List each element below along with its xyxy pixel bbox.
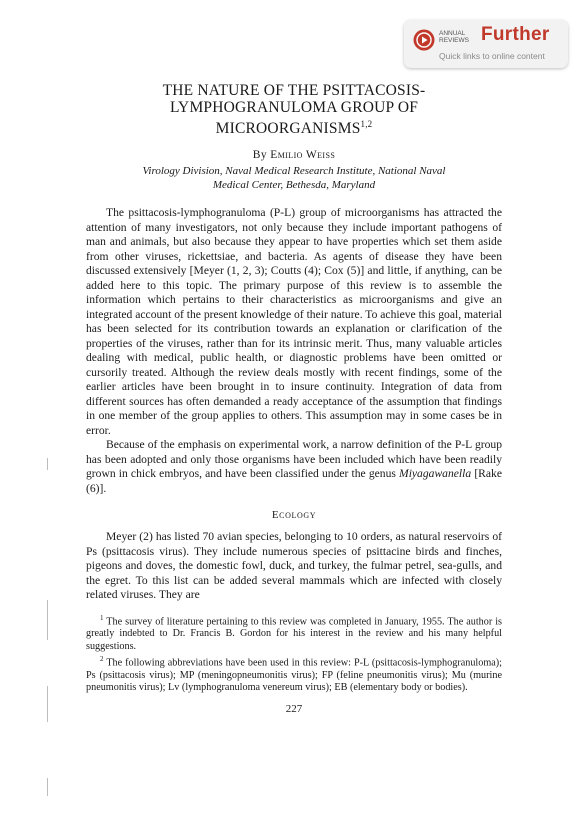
badge-title: Further: [481, 24, 550, 45]
title-footnote-marks: 1,2: [360, 119, 373, 129]
author-prefix: By: [252, 149, 268, 162]
author-name: Emilio Weiss: [270, 149, 336, 162]
badge-org-name: ANNUAL REVIEWS: [439, 30, 469, 44]
annual-reviews-logo-icon: [413, 29, 435, 51]
article-body: [86, 206, 502, 603]
paragraph-definition: [86, 438, 502, 496]
paragraph-intro: The psittacosis-lymphogranuloma (P-L) group of microorganisms has attracted the attention of many investigators, not only because they include important pathogens of man and animals, but also because they appear to have properties which set them aside from other viruses, rickettsiae, and bacteria. As agents of disease they have been discussed extensively [Meyer (1, 2, 3); Coutts (4); Cox (5)] and little, if anything, can be added here to this topic. The primary purpose of this review is to assemble the information which pertains to their characteristics as microorganisms and give an integrated account of the present knowledge of their nature. To achieve this goal, material has been selected for its contribution towards an explanation or clarification of the properties of the viruses, rather than for its intrinsic merit. Thus, many valuable articles dealing with medical, public health, or diagnostic problems have been omitted or cursorily treated. Although the review deals mostly with recent findings, some of the earlier articles have been brought in to insure continuity. Integration of data from different sources has often demanded a ready acceptance of the assumption that findings in one member of the group applies to others. This assumption may in some cases be in error.: [86, 206, 502, 437]
further-badge[interactable]: [404, 20, 568, 68]
title-line: MICROORGANISMS: [215, 120, 361, 138]
margin-line: [47, 600, 48, 640]
footnote-mark: 2: [100, 654, 104, 663]
affiliation: [86, 164, 502, 192]
footnote-mark: 1: [100, 613, 104, 622]
margin-line: [47, 778, 48, 796]
footnotes: [86, 612, 502, 695]
article-title: [86, 82, 502, 137]
genus-name: Miyagawanella: [399, 467, 472, 481]
footnote-text: The following abbreviations have been used in this review: P-L (psittacosis-lymphogranuloma); Ps (psittacosis virus); MP (meningopneumonitis virus); FP (feline pneumonitis virus); Mu (murine pneumonitis virus); Lv (lymphogranuloma venereum virus); EB (elementary body or bodies).: [86, 657, 502, 693]
affiliation-line: Medical Center, Bethesda, Maryland: [212, 179, 376, 192]
author-line: [86, 149, 502, 161]
paragraph-text: [Rake (6)].: [86, 467, 502, 495]
section-heading-ecology: Ecology: [271, 509, 317, 522]
paragraph-text: Because of the emphasis on experimental work, a narrow definition of the P-L group has been adopted and only those organisms have been included which have been readily grown in chick embryos, and have been classified under the genus: [86, 438, 502, 481]
paragraph-ecology: Meyer (2) has listed 70 avian species, belonging to 10 orders, as natural reservoirs of Ps (psittacosis virus). They include numerous species of psittacine birds and finches, pigeons and doves, the domestic fowl, duck, and turkey, the fulmar petrel, sea-gulls, and the egret. To this list can be added several mammals which are infected with closely related viruses. They are: [86, 530, 502, 602]
title-line: THE NATURE OF THE PSITTACOSIS-: [162, 82, 426, 99]
margin-line: [47, 458, 48, 470]
footnote-2: [86, 653, 502, 694]
footnote-1: [86, 612, 502, 653]
article-page: [86, 82, 502, 715]
footnote-text: The survey of literature pertaining to this review was completed in January, 1955. The author is greatly indebted to Dr. Francis B. Gordon for his interest in the review and his many helpful suggestions.: [86, 616, 502, 652]
title-line: LYMPHOGRANULOMA GROUP OF: [169, 99, 419, 116]
page-number: 227: [285, 703, 303, 716]
affiliation-line: Virology Division, Naval Medical Research Institute, National Naval: [142, 165, 446, 178]
badge-subtitle: Quick links to online content: [439, 51, 545, 61]
margin-line: [47, 686, 48, 722]
